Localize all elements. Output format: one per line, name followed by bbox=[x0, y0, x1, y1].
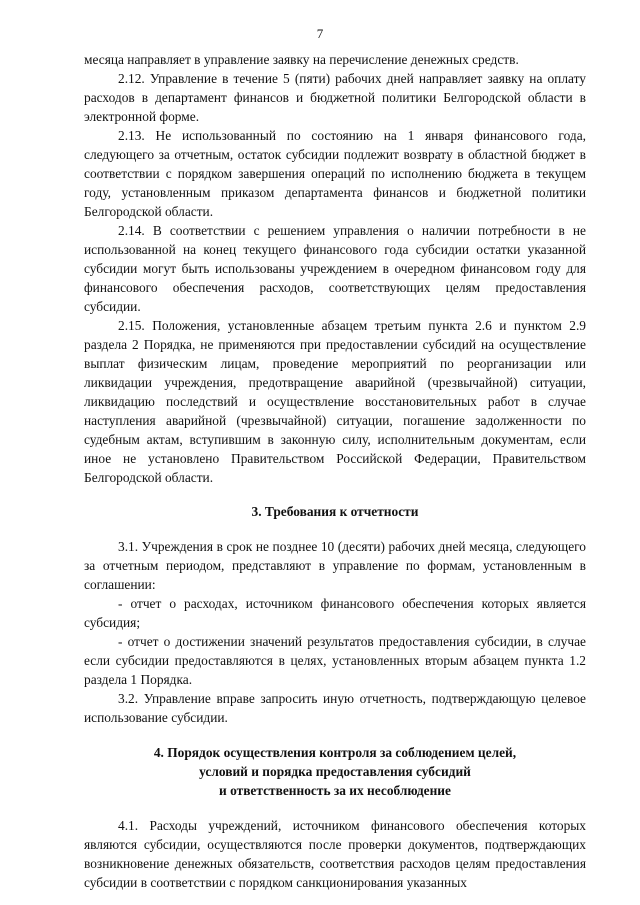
paragraph-4-1: 4.1. Расходы учреждений, источником финансового обеспечения которых являются субсидии, осуществляются после проверки документов, подтверждающих возникновение денежных обязательств, соответствия расходов целям предоставления субсидии в соответствии с порядком санкционирования указанных bbox=[84, 818, 586, 890]
section-4-heading bbox=[84, 743, 586, 800]
paragraph-2-12: 2.12. Управление в течение 5 (пяти) рабочих дней направляет заявку на оплату расходов в департамент финансов и бюджетной политики Белгородской области в электронной форме. bbox=[84, 71, 586, 124]
paragraph-3-1: 3.1. Учреждения в срок не позднее 10 (десяти) рабочих дней месяца, следующего за отчетным периодом, представляют в управление по формам, установленным в соглашении: bbox=[84, 539, 586, 592]
spacer bbox=[84, 487, 586, 502]
paragraph-3-2: 3.2. Управление вправе запросить иную отчетность, подтверждающую целевое использование субсидии. bbox=[84, 691, 586, 725]
spacer bbox=[84, 727, 586, 743]
paragraph-2-13: 2.13. Не использованный по состоянию на 1 января финансового года, следующего за отчетным, остаток субсидии подлежит возврату в областной бюджет в соответствии с порядком завершения операций по исполнению бюджета в текущем году, установленным приказом департамента финансов и бюджетной политики Белгородской области. bbox=[84, 128, 586, 219]
spacer bbox=[84, 521, 586, 537]
paragraph-3-1-item-results: - отчет о достижении значений результатов предоставления субсидии, в случае если субсидии предоставляются в целях, установленных вторым абзацем пункта 1.2 раздела 1 Порядка. bbox=[84, 634, 586, 687]
section-4-heading-line-1: 4. Порядок осуществления контроля за соблюдением целей, bbox=[153, 745, 517, 760]
document-body bbox=[84, 50, 586, 892]
spacer bbox=[84, 800, 586, 816]
section-4-heading-line-2: условий и порядка предоставления субсидий bbox=[199, 764, 471, 779]
paragraph-continuation: месяца направляет в управление заявку на перечисление денежных средств. bbox=[84, 52, 519, 67]
page-number: 7 bbox=[316, 26, 324, 41]
paragraph-3-1-item-expenses: - отчет о расходах, источником финансового обеспечения которых является субсидия; bbox=[84, 596, 586, 630]
paragraph-2-14: 2.14. В соответствии с решением управления о наличии потребности в не использованной на конец текущего финансового года субсидии остатки указанной субсидии могут быть использованы учреждением в очередном финансовом году для финансового обеспечения расходов, соответствующих целям предоставления субсидии. bbox=[84, 223, 586, 314]
section-3-heading: 3. Требования к отчетности bbox=[251, 504, 419, 519]
paragraph-2-15: 2.15. Положения, установленные абзацем третьим пункта 2.6 и пунктом 2.9 раздела 2 Порядка, не применяются при предоставлении субсидий на осуществление выплат физическим лицам, проведение мероприятий по реорганизации или ликвидации учреждения, предотвращение аварийной (чрезвычайной) ситуации, ликвидацию последствий и осуществление восстановительных работ в случае наступления аварийной (чрезвычайной) ситуации, погашение задолженности по судебным актам, вступившим в законную силу, исполнительным документам, если иное не установлено Правительством Российской Федерации, Правительством Белгородской области. bbox=[84, 318, 586, 485]
section-4-heading-line-3: и ответственность за их несоблюдение bbox=[219, 783, 451, 798]
